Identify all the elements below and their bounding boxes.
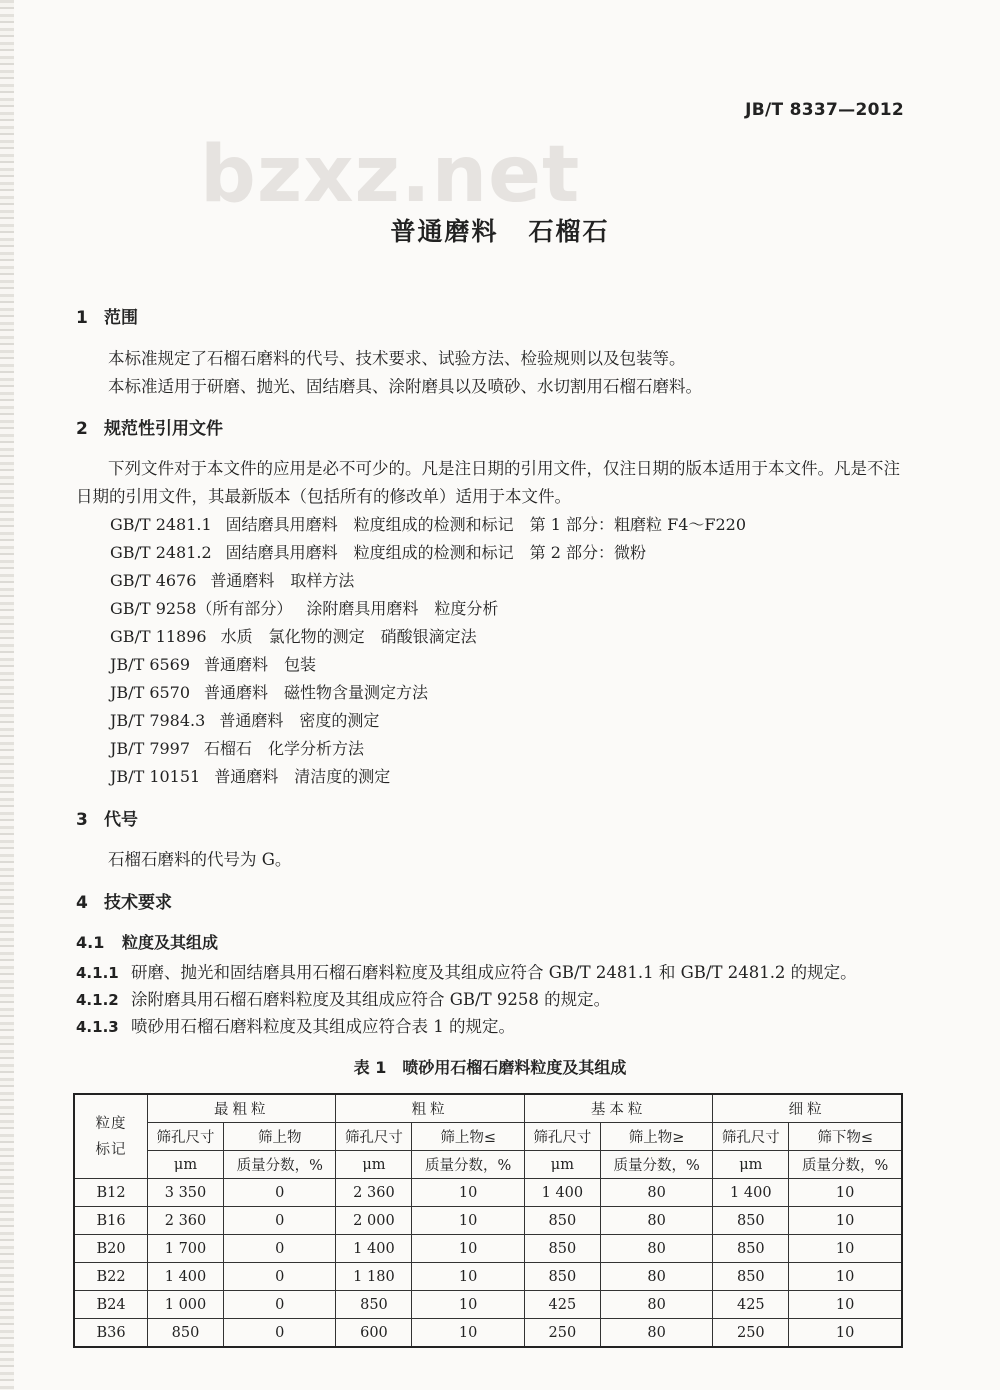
group-header: 基本粒 xyxy=(524,1094,712,1123)
reference-code: JB/T 10151 xyxy=(110,767,201,786)
table-cell: 1 700 xyxy=(148,1235,224,1263)
group-header: 细粒 xyxy=(713,1094,902,1123)
table-cell: 10 xyxy=(412,1235,524,1263)
subsection-heading-grain: 4.1 粒度及其组成 xyxy=(76,933,219,952)
sub-header: 筛孔尺寸 xyxy=(148,1123,224,1151)
section-heading-references: 2 规范性引用文件 xyxy=(76,419,223,439)
table-row xyxy=(74,1207,902,1235)
sub-header: 筛孔尺寸 xyxy=(713,1123,789,1151)
table-cell: 10 xyxy=(789,1263,902,1291)
table-cell: 80 xyxy=(600,1291,712,1319)
clause-4-1-1: 4.1.1 研磨、抛光和固结磨具用石榴石磨料粒度及其组成应符合 GB/T 2481.1 和 GB/T 2481.2 的规定。 xyxy=(76,963,857,982)
table-cell: 2 000 xyxy=(336,1207,412,1235)
table-cell: 10 xyxy=(789,1207,902,1235)
reference-title: 普通磨料 清洁度的测定 xyxy=(214,767,391,786)
standard-number: JB/T 8337—2012 xyxy=(745,100,904,120)
table-cell: 1 180 xyxy=(336,1263,412,1291)
table-cell: 0 xyxy=(224,1179,336,1207)
table-cell: 850 xyxy=(713,1263,789,1291)
table-cell: 850 xyxy=(148,1319,224,1348)
table-cell: 1 400 xyxy=(713,1179,789,1207)
unit-header: 质量分数，% xyxy=(789,1151,902,1179)
group-header: 最粗粒 xyxy=(148,1094,336,1123)
sub-header: 筛上物 xyxy=(224,1123,336,1151)
reference-item xyxy=(110,624,477,647)
table-cell: 80 xyxy=(600,1179,712,1207)
table-cell: 250 xyxy=(524,1319,600,1348)
table-cell: 1 400 xyxy=(148,1263,224,1291)
reference-item xyxy=(110,736,364,759)
reference-code: GB/T 2481.1 xyxy=(110,515,212,534)
table-cell: 2 360 xyxy=(336,1179,412,1207)
title-part-1: 普通磨料 xyxy=(390,217,499,246)
sub-header: 筛上物≥ xyxy=(600,1123,712,1151)
scan-edge xyxy=(0,0,14,1390)
table-cell: 0 xyxy=(224,1235,336,1263)
unit-header: 质量分数，% xyxy=(412,1151,524,1179)
table-cell: 10 xyxy=(789,1291,902,1319)
reference-title: 普通磨料 密度的测定 xyxy=(219,711,380,730)
clause-4-1-3: 4.1.3 喷砂用石榴石磨料粒度及其组成应符合表 1 的规定。 xyxy=(76,1017,515,1036)
reference-title: 普通磨料 磁性物含量测定方法 xyxy=(204,683,429,702)
clause-4-1-2: 4.1.2 涂附磨具用石榴石磨料粒度及其组成应符合 GB/T 9258 的规定。 xyxy=(76,990,611,1009)
table-caption: 表 1 喷砂用石榴石磨料粒度及其组成 xyxy=(353,1058,627,1077)
watermark: bzxz.net xyxy=(200,130,581,220)
table-cell: 10 xyxy=(412,1291,524,1319)
reference-code: GB/T 2481.2 xyxy=(110,543,212,562)
table-cell: 0 xyxy=(224,1319,336,1348)
label-header xyxy=(74,1094,148,1179)
unit-header: 质量分数，% xyxy=(224,1151,336,1179)
sub-header: 筛孔尺寸 xyxy=(336,1123,412,1151)
reference-item xyxy=(110,680,428,703)
table-cell: 0 xyxy=(224,1207,336,1235)
reference-code: JB/T 7997 xyxy=(110,739,191,758)
label-header-line-1: 粒度 xyxy=(95,1115,127,1132)
sub-header: 筛孔尺寸 xyxy=(524,1123,600,1151)
page-title xyxy=(0,212,1000,248)
table-cell: 425 xyxy=(713,1291,789,1319)
table-cell: 0 xyxy=(224,1263,336,1291)
reference-code: GB/T 9258（所有部分） xyxy=(110,599,293,618)
grain-mark-cell: B12 xyxy=(74,1179,148,1207)
reference-code: JB/T 6569 xyxy=(110,655,191,674)
table-cell: 0 xyxy=(224,1291,336,1319)
reference-title: 普通磨料 包装 xyxy=(204,655,317,674)
unit-header: μm xyxy=(148,1151,224,1179)
table-cell: 425 xyxy=(524,1291,600,1319)
code-paragraph: 石榴石磨料的代号为 G。 xyxy=(108,850,292,869)
table-cell: 10 xyxy=(412,1319,524,1348)
table-cell: 80 xyxy=(600,1235,712,1263)
reference-code: JB/T 6570 xyxy=(110,683,191,702)
reference-item xyxy=(110,708,379,731)
reference-code: JB/T 7984.3 xyxy=(110,711,206,730)
sub-header: 筛上物≤ xyxy=(412,1123,524,1151)
table-cell: 850 xyxy=(336,1291,412,1319)
table-cell: 250 xyxy=(713,1319,789,1348)
group-header: 粗粒 xyxy=(336,1094,524,1123)
reference-item xyxy=(110,596,498,619)
table-cell: 850 xyxy=(524,1263,600,1291)
table-cell: 10 xyxy=(789,1235,902,1263)
reference-title: 固结磨具用磨料 粒度组成的检测和标记 第 1 部分：粗磨粒 F4～F220 xyxy=(225,515,747,534)
title-part-2: 石榴石 xyxy=(528,217,610,246)
table-cell: 10 xyxy=(412,1179,524,1207)
sub-header: 筛下物≤ xyxy=(789,1123,902,1151)
grain-mark-cell: B24 xyxy=(74,1291,148,1319)
reference-title: 石榴石 化学分析方法 xyxy=(204,739,365,758)
unit-header: μm xyxy=(524,1151,600,1179)
label-header-line-2: 标记 xyxy=(95,1141,127,1158)
unit-header: μm xyxy=(713,1151,789,1179)
grain-mark-cell: B22 xyxy=(74,1263,148,1291)
scope-paragraph-2: 本标准适用于研磨、抛光、固结磨具、涂附磨具以及喷砂、水切割用石榴石磨料。 xyxy=(108,377,702,396)
table-body xyxy=(74,1179,902,1348)
table-row xyxy=(74,1263,902,1291)
table-cell: 2 360 xyxy=(148,1207,224,1235)
table-cell: 850 xyxy=(713,1235,789,1263)
reference-title: 水质 氯化物的测定 硝酸银滴定法 xyxy=(220,627,477,646)
reference-title: 普通磨料 取样方法 xyxy=(210,571,355,590)
table-cell: 80 xyxy=(600,1207,712,1235)
table-row xyxy=(74,1179,902,1207)
grain-mark-cell: B36 xyxy=(74,1319,148,1348)
table-cell: 1 400 xyxy=(524,1179,600,1207)
reference-title: 涂附磨具用磨料 粒度分析 xyxy=(306,599,499,618)
scope-paragraph-1: 本标准规定了石榴石磨料的代号、技术要求、试验方法、检验规则以及包装等。 xyxy=(108,349,686,368)
table-cell: 850 xyxy=(713,1207,789,1235)
references-intro: 下列文件对于本文件的应用是必不可少的。凡是注日期的引用文件，仅注日期的版本适用于本文件。凡是不注日期的引用文件，其最新版本（包括所有的修改单）适用于本文件。 xyxy=(76,459,900,506)
grain-mark-cell: B16 xyxy=(74,1207,148,1235)
reference-item xyxy=(110,764,390,787)
section-heading-code: 3 代号 xyxy=(76,810,138,830)
reference-code: GB/T 4676 xyxy=(110,571,197,590)
table-cell: 3 350 xyxy=(148,1179,224,1207)
reference-item xyxy=(110,568,354,591)
unit-header: 质量分数，% xyxy=(600,1151,712,1179)
reference-title: 固结磨具用磨料 粒度组成的检测和标记 第 2 部分：微粉 xyxy=(225,543,647,562)
grain-size-table xyxy=(73,1093,903,1348)
table-cell: 10 xyxy=(412,1207,524,1235)
table-cell: 10 xyxy=(412,1263,524,1291)
reference-item xyxy=(110,652,316,675)
reference-item xyxy=(110,512,746,535)
table-row xyxy=(74,1319,902,1348)
section-heading-requirements: 4 技术要求 xyxy=(76,893,172,913)
table-row xyxy=(74,1291,902,1319)
table-cell: 1 000 xyxy=(148,1291,224,1319)
table-cell: 10 xyxy=(789,1319,902,1348)
table-cell: 80 xyxy=(600,1263,712,1291)
reference-code: GB/T 11896 xyxy=(110,627,207,646)
table-cell: 1 400 xyxy=(336,1235,412,1263)
section-heading-scope: 1 范围 xyxy=(76,308,138,328)
table-cell: 10 xyxy=(789,1179,902,1207)
grain-mark-cell: B20 xyxy=(74,1235,148,1263)
table-row xyxy=(74,1235,902,1263)
table-cell: 80 xyxy=(600,1319,712,1348)
table-cell: 600 xyxy=(336,1319,412,1348)
reference-item xyxy=(110,540,646,563)
table-cell: 850 xyxy=(524,1235,600,1263)
unit-header: μm xyxy=(336,1151,412,1179)
table-cell: 850 xyxy=(524,1207,600,1235)
